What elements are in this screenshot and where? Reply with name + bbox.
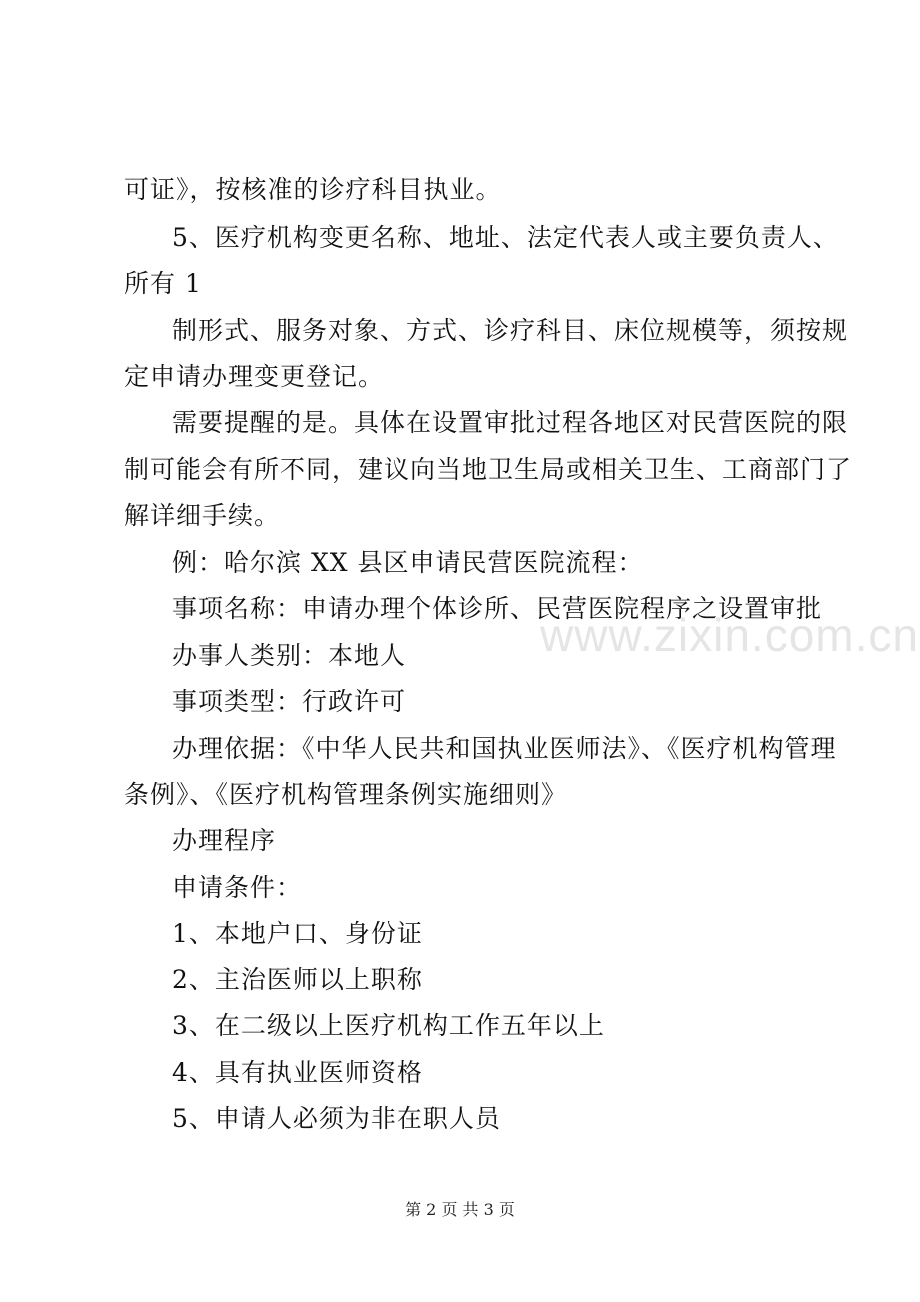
text-line: 5、申请人必须为非在职人员 xyxy=(172,1104,501,1133)
text-line: 所有 1 xyxy=(124,269,202,298)
text-line: 事项类型：行政许可 xyxy=(172,687,407,716)
text-line: 5、医疗机构变更名称、地址、法定代表人或主要负责人、 xyxy=(172,223,839,252)
text-line: 需要提醒的是。具体在设置审批过程各地区对民营医院的限 xyxy=(172,408,849,437)
text-line: 办理程序 xyxy=(172,826,277,855)
page-footer: 第 2 页 共 3 页 xyxy=(405,1200,515,1219)
text-line: 办事人类别：本地人 xyxy=(172,641,407,670)
text-line: 3、在二级以上医疗机构工作五年以上 xyxy=(172,1011,605,1040)
watermark: www.zixin.com.cn xyxy=(540,609,919,661)
text-line: 事项名称：申请办理个体诊所、民营医院程序之设置审批 xyxy=(172,594,823,623)
text-line: 1、本地户口、身份证 xyxy=(172,919,423,948)
text-line: 2、主治医师以上职称 xyxy=(172,965,423,994)
text-line: 制形式、服务对象、方式、诊疗科目、床位规模等，须按规 xyxy=(172,316,849,345)
text-line: 例：哈尔滨 XX 县区申请民营医院流程： xyxy=(172,548,644,577)
text-line: 4、具有执业医师资格 xyxy=(172,1058,423,1087)
text-line: 制可能会有所不同，建议向当地卫生局或相关卫生、工商部门了 xyxy=(124,455,853,484)
text-line: 办理依据：《中华人民共和国执业医师法》、《医疗机构管理 xyxy=(172,734,837,763)
text-line: 条例》、《医疗机构管理条例实施细则》 xyxy=(124,780,568,809)
text-line: 解详细手续。 xyxy=(124,501,281,530)
text-line: 申请条件： xyxy=(172,873,303,902)
text-line: 定申请办理变更登记。 xyxy=(124,362,385,391)
text-line: 可证》，按核准的诊疗科目执业。 xyxy=(124,175,502,204)
